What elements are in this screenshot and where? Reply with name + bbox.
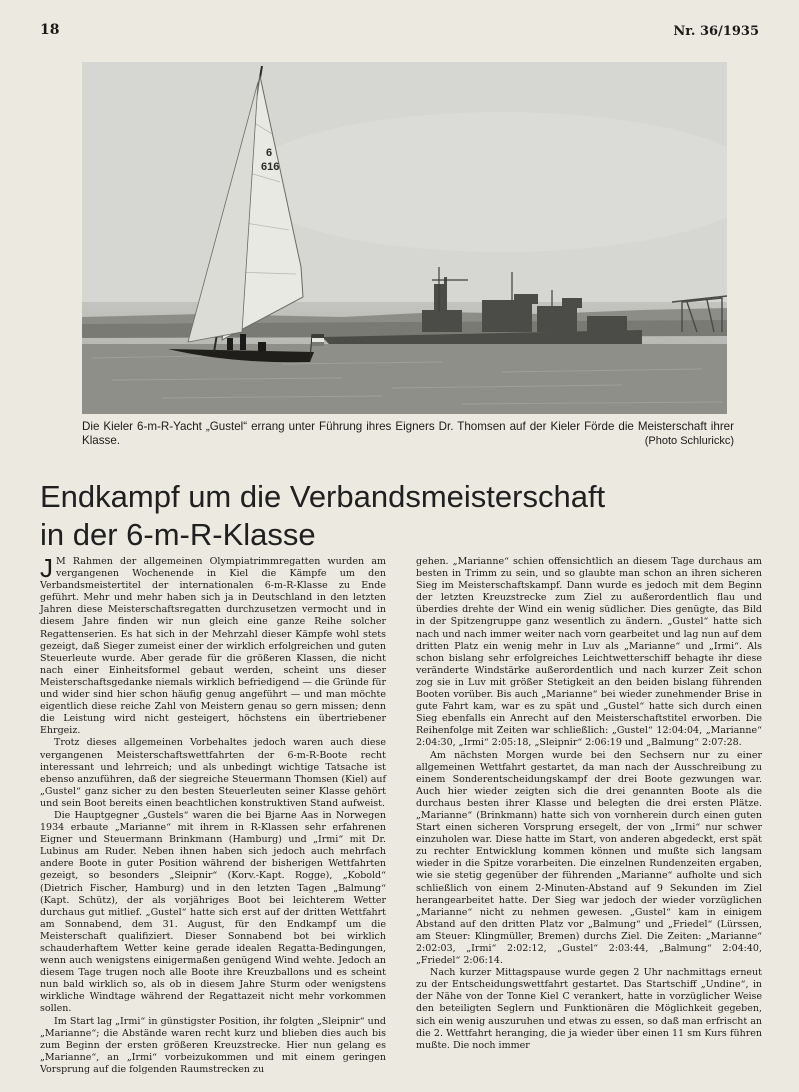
photo-caption xyxy=(82,420,734,448)
photo-credit: (Photo Schlurickc) xyxy=(644,435,734,447)
sail-number-top: 6 xyxy=(266,147,273,159)
sailing-photo xyxy=(82,62,727,414)
paragraph: Nach kurzer Mittagspause wurde gegen 2 Uhr nachmittags erneut zu der Entscheidungswettfahrt gestartet. Das Startschiff „Undine“, in der Nähe von der Tonne Kiel C verankert, hatte in vorzüglicher Weise den beteiligten Seglern und Funktionären die Möglichkeit gegeben, sich ein wenig auszuruhen und etwas zu essen, so daß man erfrischt an die 2. Wettfahrt heranging, die ja wieder über einen 11 sm Kurs führen mußte. Die noch immer xyxy=(416,967,762,1051)
paragraph: J M Rahmen der allgemeinen Olympiatrimmregatten wurden am vergangenen Wochenende in Kiel die Kämpfe um den Verbandsmeistertitel der internationalen 6-m-R-Klasse zu Ende geführt. Mehr und mehr haben sich ja in Deutschland in den letzten Jahren diese Meisterschaftsregatten durchzusetzen vermocht und in diesem Jahre finden wir nun gleich eine ganze Reihe solcher Regattenserien. Es hat sich in der Mehrzahl dieser Kämpfe wohl stets gezeigt, daß Sieger zumeist einer der wirklich erfolgreichen und guten Steuerleute wurde. Aber gerade für die größeren Klassen, die nicht nach einer Einheitsformel gebaut werden, scheint uns dieser Meisterschaftsgedanke niemals wirklich befriedigend — die Gründe für und wider sind hier schon häufig genug angeführt — und man möchte eigentlich diese reiche Zahl von Meistern genau so gern missen; denn die Leistung wird nicht gesteigert, höchstens ein übertriebener Ehrgeiz. xyxy=(40,553,386,737)
headline-line-2: in der 6-m-R-Klasse xyxy=(40,517,316,552)
sail-number: 616 xyxy=(261,161,280,173)
article-column-right xyxy=(416,556,762,1052)
issue-number: Nr. 36/1935 xyxy=(673,24,759,39)
paragraph: Im Start lag „Irmi“ in günstigster Position, ihr folgten „Sleipnir“ und „Marianne“; die Abstände waren recht kurz und blieben dies auch bis zum Beginn der ersten größeren Kreuzstrecke. Hier nun gelang es „Marianne“, an „Irmi“ vorbeizukommen und mit einem geringen Vorsprung auf die folgenden Raumstrecken zu xyxy=(40,1015,386,1075)
headline-line-1: Endkampf um die Verbandsmeisterschaft xyxy=(40,479,606,514)
paragraph: Am nächsten Morgen wurde bei den Sechsern nur zu einer allgemeinen Wettfahrt gestartet, da man nach der Ausschreibung zu einem Sonderentscheidungskampf der drei Boote gezwungen war. Auch hier wieder zeigten sich die drei genannten Boote als die durchaus besten ihrer Klasse und belegten die drei ersten Plätze. „Marianne“ (Brinkmann) hatte sich von vornherein durch einen guten Start einen sicheren Vorsprung ersegelt, der von „Irmi“ nur schwer einzuholen war. Diese hatte im Start, von anderen abgedeckt, erst spät zu rechter Entwicklung kommen können und mußte sich langsam wieder in die Spitze vorarbeiten. Die einzelnen Rundenzeiten ergaben, wie sie stetig gegenüber der führenden „Marianne“ aufholte und sich schließlich von einem 2-Minuten-Abstand auf 9 Sekunden im Ziel herangearbeitet hatte. Der Sieg war jedoch der wieder vorzüglichen „Marianne“ nicht zu nehmen gewesen. „Gustel“ kam in einigem Abstand auf den dritten Platz vor „Balmung“ und „Friedel“ (Lürssen, am Steuer: Klingmüller, Bremen) durchs Ziel. Die Zeiten: „Marianne“ 2:02:03, „Irmi“ 2:02:12, „Gustel“ 2:03:44, „Balmung“ 2:04:40, „Friedel“ 2:06:14. xyxy=(416,749,762,967)
drop-cap: J xyxy=(40,553,53,583)
paragraph: gehen. „Marianne“ schien offensichtlich an diesem Tage durchaus am besten in Trimm zu sein, und so glaubte man schon an ihren sicheren Sieg im Meisterschaftskampf. Dann wurde es jedoch mit dem Beginn der letzten Kreuzstrecke zum Ziel zu außerordentlich flau und überdies drehte der Wind ein wenig südlicher. Dies genügte, das Bild in der Spitzengruppe ganz wesentlich zu ändern. „Gustel“ hatte sich nach und nach immer weiter nach vorn gearbeitet und lag nun auf dem dritten Platz ein wenig mehr in Luv als „Marianne“ und „Irmi“. Als schon bislang sehr erfolgreiches Leichtwetterschiff behagte ihr diese veränderte Windstärke außerordentlich und nach kurzer Zeit schon zog sie in Luv mit größer Stetigkeit an den beiden bislang führenden Booten vorüber. Bis auch „Marianne“ bei wieder zunehmender Brise in gute Fahrt kam, war es zu spät und „Gustel“ hatte sich durch einen Sieg ebenfalls ein Anrecht auf den Meisterschaftstitel erworben. Die Reihenfolge mit Zeiten war schließlich: „Gustel“ 12:04:04, „Marianne“ 2:04:30, „Irmi“ 2:05:18, „Sleipnir“ 2:06:19 und „Balmung“ 2:07:28. xyxy=(416,556,762,749)
paragraph: Die Hauptgegner „Gustels“ waren die bei Bjarne Aas in Norwegen 1934 erbaute „Marianne“ mit ihrem in R-Klassen sehr erfahrenen Eigner und Steuermann Brinkmann (Hamburg) und „Irmi“ mit Dr. Lubinus am Ruder. Neben ihnen haben sich jedoch auch mehrfach andere Boote in guter Position während der bisherigen Wettfahrten gezeigt, so besonders „Sleipnir“ (Korv.-Kapt. Rogge), „Kobold“ (Dietrich Fischer, Hamburg) und in den letzten Tagen „Balmung“ (Kapt. Schütz), der als vorjähriges Boot bei leichterem Wetter durchaus gut mitlief. „Gustel“ hatte sich erst auf der dritten Wettfahrt am Sonnabend, dem 31. August, für den Endkampf um die Meisterschaft qualifiziert. Dieser Sonnabend bot bei wirklich schauderhaftem Wetter keine gerade idealen Regatta-Bedingungen, wenn auch wenigstens einigermaßen genügend Wind wehte. Jedoch an diesem Tage trugen noch alle Boote ihre Kreuzballons und es scheint nun bald wirklich so, als ob in diesem Jahre Sturm oder wenigstens wirkliche Windtage während der Regattazeit nicht mehr vorkommen sollen. xyxy=(40,809,386,1015)
caption-text: Die Kieler 6-m-R-Yacht „Gustel“ errang unter Führung ihres Eigners Dr. Thomsen auf der Kieler Förde die Meisterschaft ihrer Klasse. xyxy=(82,420,734,447)
page-number: 18 xyxy=(40,22,60,38)
article-column-left xyxy=(40,553,386,1076)
article-headline xyxy=(40,478,760,554)
paragraph: Trotz dieses allgemeinen Vorbehaltes jedoch waren auch diese vergangenen Meisterschaftswettfahrten der 6-m-R-Boote recht interessant und lehrreich; und als unbedingt wichtige Tatsache ist ebenso anzuführen, daß der siegreiche Steuermann Thomsen (Kiel) auf „Gustel“ ganz sicher zu den besten Steuerleuten seiner Klasse gehört und sein Boot bereits einen beachtlichen konstruktiven Stand aufweist. xyxy=(40,737,386,809)
